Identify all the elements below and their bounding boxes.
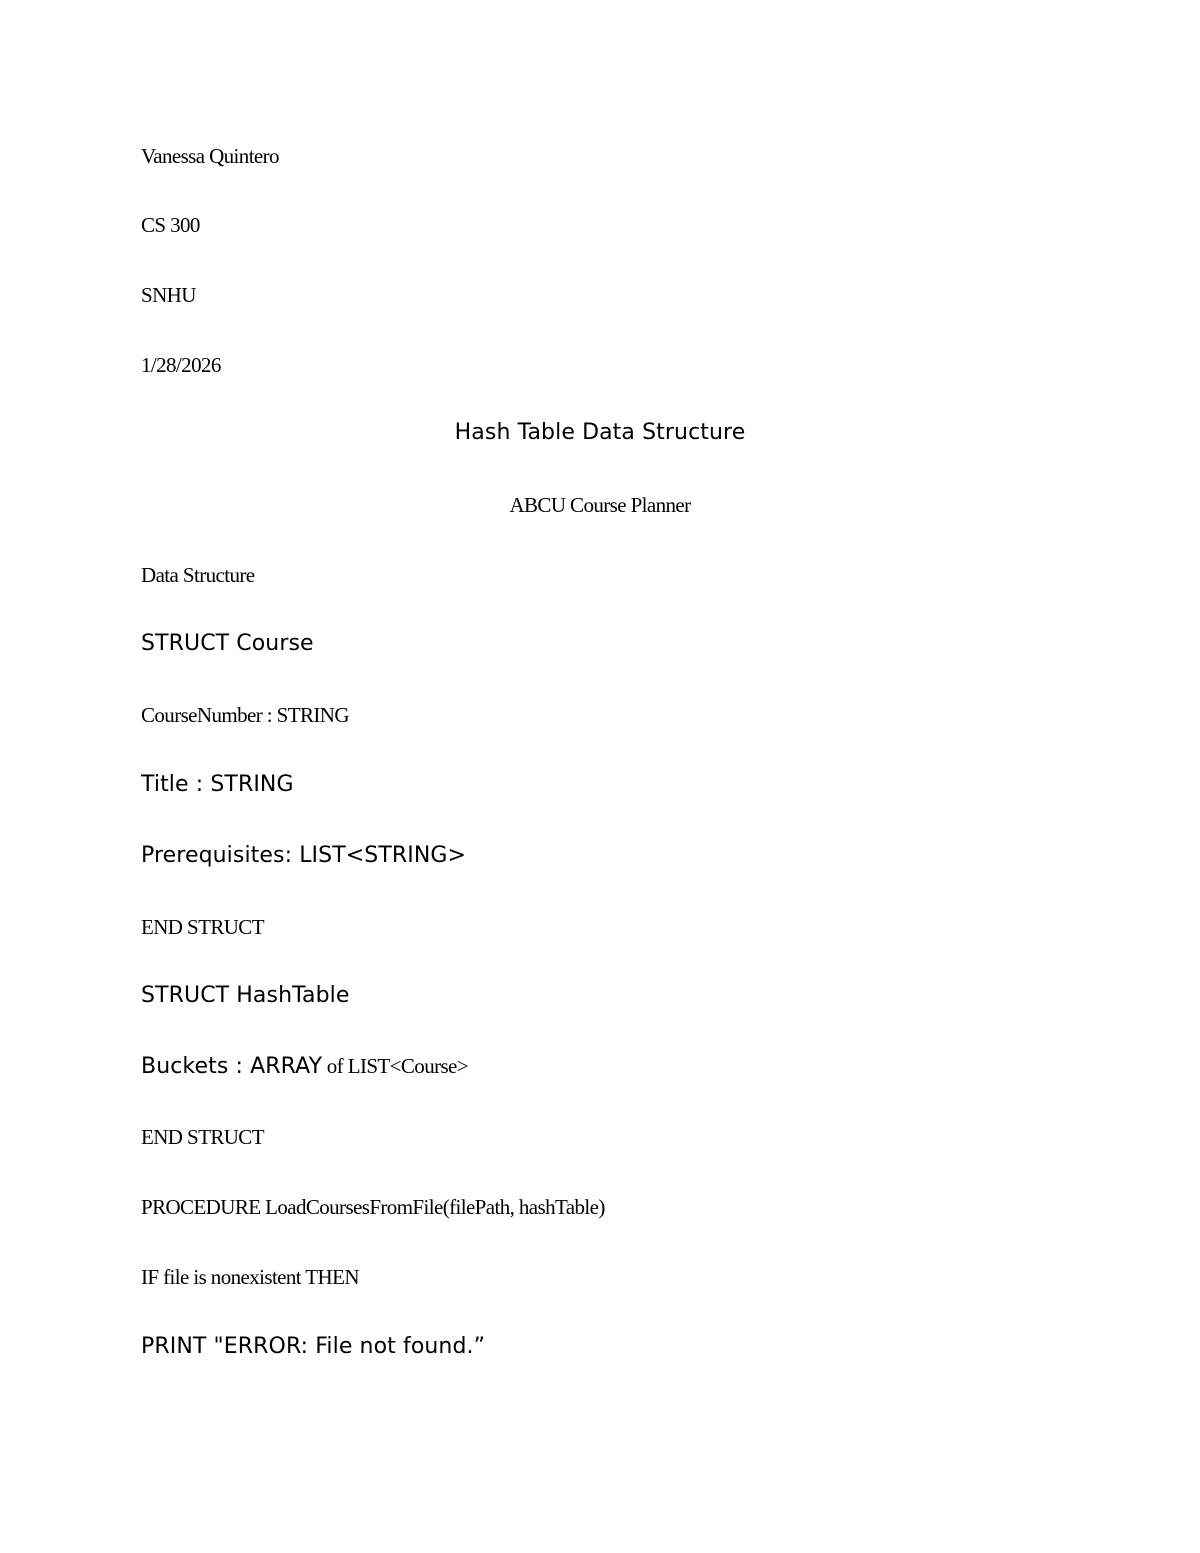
school-name: SNHU [141,283,196,307]
buckets-line [141,1056,468,1078]
buckets-line-part2: of LIST<Course> [322,1054,469,1078]
document-subtitle: ABCU Course Planner [509,493,691,517]
document-date: 1/28/2026 [141,353,221,377]
struct-hashtable-line: STRUCT HashTable [141,983,350,1008]
author-name: Vanessa Quintero [141,144,279,168]
procedure-line: PROCEDURE LoadCoursesFromFile(filePath, hashTable) [141,1195,605,1219]
buckets-line-part1: Buckets : ARRAY [141,1054,323,1079]
section-label: Data Structure [141,563,255,587]
struct-course-line: STRUCT Course [141,631,314,656]
end-struct-line: END STRUCT [141,915,264,939]
prerequisites-field-line: Prerequisites: LIST<STRING> [141,843,467,868]
course-code: CS 300 [141,213,200,237]
print-error-line: PRINT "ERROR: File not found.” [141,1334,486,1359]
document-title: Hash Table Data Structure [454,420,746,445]
if-file-line: IF file is nonexistent THEN [141,1265,359,1289]
title-field-line: Title : STRING [141,772,294,797]
end-struct-line-2: END STRUCT [141,1125,264,1149]
course-number-line: CourseNumber : STRING [141,703,349,727]
